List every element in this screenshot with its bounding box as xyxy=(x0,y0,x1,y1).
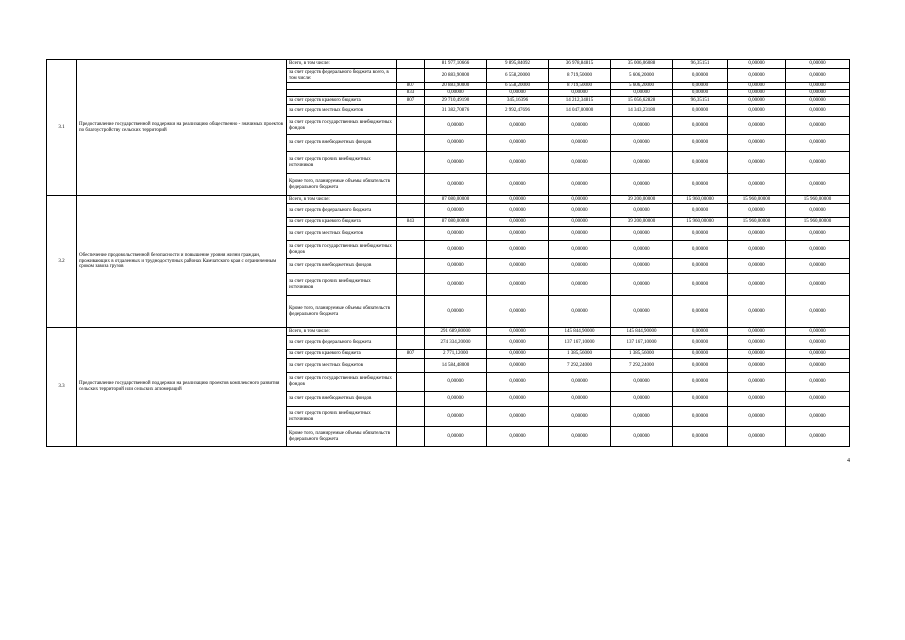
amount-cell: 0,00000 xyxy=(425,117,487,135)
amount-cell: 20 883,90000 xyxy=(425,83,487,90)
amount-cell: 0,00000 xyxy=(487,392,549,407)
amount-cell: 0,00000 xyxy=(673,152,728,174)
amount-cell: 0,00000 xyxy=(425,373,487,392)
amount-cell: 0,00000 xyxy=(786,227,850,241)
amount-cell: 87 080,00000 xyxy=(425,218,487,227)
amount-cell: 0,00000 xyxy=(786,259,850,274)
budget-code xyxy=(397,117,425,135)
amount-cell: 0,00000 xyxy=(425,259,487,274)
amount-cell: 0,00000 xyxy=(728,174,786,196)
amount-cell: 0,00000 xyxy=(549,274,611,296)
amount-cell: 7 292,24000 xyxy=(549,359,611,373)
amount-cell: 145 844,90000 xyxy=(549,328,611,336)
amount-cell: 96,35151 xyxy=(673,97,728,105)
amount-cell: 0,00000 xyxy=(549,196,611,204)
amount-cell: 0,00000 xyxy=(786,152,850,174)
amount-cell: 0,00000 xyxy=(786,373,850,392)
budget-code xyxy=(397,359,425,373)
budget-code xyxy=(397,105,425,117)
budget-code: 843 xyxy=(397,218,425,227)
section-title: Предоставление государственной поддержки на реализацию проектов комплексного развития сельских территорий или сельских агломераций xyxy=(77,328,287,447)
amount-cell: 0,00000 xyxy=(425,90,487,97)
amount-cell: 0,00000 xyxy=(549,392,611,407)
amount-cell: 0,00000 xyxy=(673,227,728,241)
amount-cell: 0,00000 xyxy=(549,427,611,447)
amount-cell: 0,00000 xyxy=(549,117,611,135)
budget-code xyxy=(397,135,425,152)
amount-cell: 0,00000 xyxy=(728,105,786,117)
amount-cell: 0,00000 xyxy=(673,296,728,328)
amount-cell: 0,00000 xyxy=(487,259,549,274)
page-number: 4 xyxy=(847,458,850,464)
section-title: Предоставление государственной поддержки на реализацию общественно - значимых проектов по благоустройству сельских территорий xyxy=(77,60,287,196)
amount-cell: 0,00000 xyxy=(728,90,786,97)
budget-code xyxy=(397,204,425,218)
amount-cell: 6 558,20000 xyxy=(487,69,549,83)
amount-cell: 0,00000 xyxy=(487,427,549,447)
budget-code xyxy=(397,259,425,274)
budget-table-body xyxy=(47,60,850,447)
amount-cell: 0,00000 xyxy=(673,259,728,274)
amount-cell: 0,00000 xyxy=(786,241,850,259)
funding-source: за счет средств краевого бюджета xyxy=(287,350,397,359)
funding-source: за счет средств государственных внебюджетных фондов xyxy=(287,373,397,392)
amount-cell: 2 771,12000 xyxy=(425,350,487,359)
amount-cell: 8 719,50000 xyxy=(549,83,611,90)
amount-cell: 0,00000 xyxy=(611,373,673,392)
amount-cell: 15 960,00000 xyxy=(786,196,850,204)
amount-cell: 39 200,00000 xyxy=(611,218,673,227)
amount-cell: 0,00000 xyxy=(611,90,673,97)
amount-cell: 0,00000 xyxy=(786,69,850,83)
amount-cell: 0,00000 xyxy=(728,336,786,350)
amount-cell: 0,00000 xyxy=(549,204,611,218)
amount-cell: 0,00000 xyxy=(786,83,850,90)
amount-cell: 0,00000 xyxy=(728,407,786,427)
amount-cell: 0,00000 xyxy=(487,296,549,328)
amount-cell: 0,00000 xyxy=(487,373,549,392)
funding-source: за счет средств прочих внебюджетных источников xyxy=(287,152,397,174)
table-row xyxy=(47,196,850,204)
amount-cell: 0,00000 xyxy=(728,117,786,135)
amount-cell: 14 343,23180 xyxy=(611,105,673,117)
amount-cell: 0,00000 xyxy=(673,117,728,135)
amount-cell: 0,00000 xyxy=(728,97,786,105)
funding-source: за счет средств федерального бюджета xyxy=(287,336,397,350)
amount-cell: 0,00000 xyxy=(549,227,611,241)
amount-cell: 0,00000 xyxy=(425,296,487,328)
amount-cell: 0,00000 xyxy=(786,296,850,328)
amount-cell: 15 056,62828 xyxy=(611,97,673,105)
amount-cell: 14 047,00000 xyxy=(549,105,611,117)
budget-code: 807 xyxy=(397,350,425,359)
amount-cell: 0,00000 xyxy=(549,218,611,227)
budget-code: 807 xyxy=(397,97,425,105)
budget-code: 807 xyxy=(397,83,425,90)
amount-cell: 0,00000 xyxy=(549,152,611,174)
amount-cell: 15 960,00000 xyxy=(728,196,786,204)
amount-cell: 274 334,20000 xyxy=(425,336,487,350)
funding-source: за счет средств государственных внебюджетных фондов xyxy=(287,241,397,259)
amount-cell: 0,00000 xyxy=(487,117,549,135)
budget-code xyxy=(397,274,425,296)
section-title: Обеспечение продовольственной безопасности и повышение уровня жизни граждан, проживающих в отдаленных и труднодоступных районах Камчатского края с ограниченным сроком завоза грузов xyxy=(77,196,287,328)
amount-cell: 0,00000 xyxy=(425,274,487,296)
amount-cell: 0,00000 xyxy=(728,227,786,241)
amount-cell: 0,00000 xyxy=(786,274,850,296)
amount-cell: 0,00000 xyxy=(786,135,850,152)
amount-cell: 0,00000 xyxy=(425,241,487,259)
amount-cell: 0,00000 xyxy=(549,241,611,259)
funding-source: за счет средств внебюджетных фондов xyxy=(287,392,397,407)
amount-cell: 0,00000 xyxy=(611,427,673,447)
amount-cell: 0,00000 xyxy=(487,328,549,336)
budget-code xyxy=(397,427,425,447)
funding-source: Кроме того, планируемые объемы обязательств федерального бюджета xyxy=(287,427,397,447)
amount-cell: 5 606,20000 xyxy=(611,83,673,90)
amount-cell: 0,00000 xyxy=(673,174,728,196)
amount-cell: 0,00000 xyxy=(425,152,487,174)
budget-code xyxy=(397,407,425,427)
amount-cell: 0,00000 xyxy=(728,296,786,328)
amount-cell: 39 200,00000 xyxy=(611,196,673,204)
amount-cell: 0,00000 xyxy=(728,274,786,296)
funding-source: за счет средств местных бюджетов xyxy=(287,105,397,117)
amount-cell: 14 584,48000 xyxy=(425,359,487,373)
amount-cell: 15 960,00000 xyxy=(673,196,728,204)
amount-cell: 0,00000 xyxy=(549,174,611,196)
amount-cell: 0,00000 xyxy=(487,227,549,241)
funding-source: за счет средств краевого бюджета xyxy=(287,218,397,227)
funding-source: Всего, в том числе: xyxy=(287,328,397,336)
funding-source: Кроме того, планируемые объемы обязательств федерального бюджета xyxy=(287,296,397,328)
amount-cell: 0,00000 xyxy=(611,117,673,135)
amount-cell: 0,00000 xyxy=(611,296,673,328)
amount-cell: 0,00000 xyxy=(611,259,673,274)
amount-cell: 0,00000 xyxy=(786,336,850,350)
funding-source: за счет средств местных бюджетов xyxy=(287,359,397,373)
table-row xyxy=(47,328,850,336)
amount-cell: 345,16396 xyxy=(487,97,549,105)
funding-source: за счет средств местных бюджетов xyxy=(287,227,397,241)
amount-cell: 0,00000 xyxy=(786,105,850,117)
amount-cell: 0,00000 xyxy=(786,407,850,427)
amount-cell: 0,00000 xyxy=(611,174,673,196)
amount-cell: 0,00000 xyxy=(611,407,673,427)
budget-code: 833 xyxy=(397,90,425,97)
amount-cell: 0,00000 xyxy=(549,90,611,97)
amount-cell: 0,00000 xyxy=(611,227,673,241)
amount-cell: 0,00000 xyxy=(728,392,786,407)
amount-cell: 0,00000 xyxy=(487,196,549,204)
funding-source xyxy=(287,83,397,90)
amount-cell: 0,00000 xyxy=(673,105,728,117)
amount-cell: 0,00000 xyxy=(611,135,673,152)
amount-cell: 0,00000 xyxy=(673,407,728,427)
amount-cell: 0,00000 xyxy=(673,69,728,83)
amount-cell: 0,00000 xyxy=(673,392,728,407)
amount-cell: 0,00000 xyxy=(487,241,549,259)
amount-cell: 0,00000 xyxy=(728,69,786,83)
amount-cell: 0,00000 xyxy=(425,407,487,427)
section-number: 3.1 xyxy=(47,60,77,196)
amount-cell: 0,00000 xyxy=(611,204,673,218)
amount-cell: 2 992,47696 xyxy=(487,105,549,117)
section-number: 3.3 xyxy=(47,328,77,447)
amount-cell: 0,00000 xyxy=(673,204,728,218)
amount-cell: 8 719,50000 xyxy=(549,69,611,83)
amount-cell: 15 960,00000 xyxy=(786,218,850,227)
funding-source: за счет средств государственных внебюджетных фондов xyxy=(287,117,397,135)
amount-cell: 0,00000 xyxy=(549,296,611,328)
amount-cell: 0,00000 xyxy=(728,83,786,90)
budget-code xyxy=(397,69,425,83)
amount-cell: 0,00000 xyxy=(673,359,728,373)
amount-cell: 0,00000 xyxy=(549,135,611,152)
amount-cell: 0,00000 xyxy=(487,135,549,152)
amount-cell: 0,00000 xyxy=(786,204,850,218)
amount-cell: 0,00000 xyxy=(673,373,728,392)
funding-source: за счет средств внебюджетных фондов xyxy=(287,259,397,274)
funding-source: Всего, в том числе: xyxy=(287,60,397,69)
amount-cell: 0,00000 xyxy=(487,204,549,218)
amount-cell: 36 978,84815 xyxy=(549,60,611,69)
amount-cell: 0,00000 xyxy=(673,427,728,447)
amount-cell: 0,00000 xyxy=(728,60,786,69)
amount-cell: 0,00000 xyxy=(425,135,487,152)
amount-cell: 0,00000 xyxy=(425,392,487,407)
funding-source: за счет средств краевого бюджета xyxy=(287,97,397,105)
table-row xyxy=(47,60,850,69)
amount-cell: 0,00000 xyxy=(673,90,728,97)
budget-code xyxy=(397,296,425,328)
amount-cell: 7 292,24000 xyxy=(611,359,673,373)
amount-cell: 15 960,00000 xyxy=(728,218,786,227)
amount-cell: 0,00000 xyxy=(673,328,728,336)
budget-code xyxy=(397,174,425,196)
amount-cell: 0,00000 xyxy=(786,359,850,373)
amount-cell: 96,35151 xyxy=(673,60,728,69)
amount-cell: 0,00000 xyxy=(728,427,786,447)
amount-cell: 0,00000 xyxy=(549,373,611,392)
amount-cell: 0,00000 xyxy=(728,152,786,174)
amount-cell: 14 212,34815 xyxy=(549,97,611,105)
amount-cell: 0,00000 xyxy=(487,359,549,373)
budget-code xyxy=(397,392,425,407)
funding-source xyxy=(287,90,397,97)
amount-cell: 0,00000 xyxy=(728,204,786,218)
amount-cell: 0,00000 xyxy=(728,135,786,152)
amount-cell: 0,00000 xyxy=(786,328,850,336)
amount-cell: 0,00000 xyxy=(487,407,549,427)
amount-cell: 87 080,00000 xyxy=(425,196,487,204)
amount-cell: 0,00000 xyxy=(549,407,611,427)
section-number: 3.2 xyxy=(47,196,77,328)
amount-cell: 0,00000 xyxy=(673,274,728,296)
amount-cell: 137 167,10000 xyxy=(611,336,673,350)
amount-cell: 81 977,10666 xyxy=(425,60,487,69)
amount-cell: 0,00000 xyxy=(487,336,549,350)
amount-cell: 6 558,20000 xyxy=(487,83,549,90)
funding-source: Всего, в том числе: xyxy=(287,196,397,204)
amount-cell: 0,00000 xyxy=(487,90,549,97)
amount-cell: 15 960,00000 xyxy=(673,218,728,227)
amount-cell: 0,00000 xyxy=(728,359,786,373)
amount-cell: 0,00000 xyxy=(673,135,728,152)
amount-cell: 0,00000 xyxy=(786,60,850,69)
budget-code xyxy=(397,241,425,259)
funding-source: Кроме того, планируемые объемы обязательств федерального бюджета xyxy=(287,174,397,196)
amount-cell: 0,00000 xyxy=(611,152,673,174)
amount-cell: 0,00000 xyxy=(728,350,786,359)
amount-cell: 9 895,84092 xyxy=(487,60,549,69)
funding-source: за счет средств прочих внебюджетных источников xyxy=(287,407,397,427)
amount-cell: 31 382,70876 xyxy=(425,105,487,117)
amount-cell: 1 385,56000 xyxy=(611,350,673,359)
amount-cell: 0,00000 xyxy=(487,350,549,359)
amount-cell: 0,00000 xyxy=(673,83,728,90)
amount-cell: 0,00000 xyxy=(786,117,850,135)
budget-code xyxy=(397,152,425,174)
amount-cell: 0,00000 xyxy=(425,427,487,447)
amount-cell: 5 606,20000 xyxy=(611,69,673,83)
amount-cell: 291 689,80000 xyxy=(425,328,487,336)
budget-code xyxy=(397,328,425,336)
amount-cell: 0,00000 xyxy=(425,204,487,218)
amount-cell: 20 883,90000 xyxy=(425,69,487,83)
amount-cell: 145 844,90000 xyxy=(611,328,673,336)
budget-code xyxy=(397,60,425,69)
amount-cell: 0,00000 xyxy=(611,241,673,259)
amount-cell: 0,00000 xyxy=(487,274,549,296)
funding-source: за счет средств прочих внебюджетных источников xyxy=(287,274,397,296)
amount-cell: 0,00000 xyxy=(786,350,850,359)
budget-code xyxy=(397,227,425,241)
amount-cell: 0,00000 xyxy=(786,427,850,447)
amount-cell: 0,00000 xyxy=(487,174,549,196)
amount-cell: 0,00000 xyxy=(487,218,549,227)
funding-source: за счет средств федерального бюджета всего, в том числе: xyxy=(287,69,397,83)
budget-table xyxy=(46,59,850,447)
amount-cell: 0,00000 xyxy=(786,392,850,407)
amount-cell: 0,00000 xyxy=(728,259,786,274)
amount-cell: 0,00000 xyxy=(786,174,850,196)
funding-source: за счет средств федерального бюджета xyxy=(287,204,397,218)
amount-cell: 137 167,10000 xyxy=(549,336,611,350)
amount-cell: 0,00000 xyxy=(425,174,487,196)
budget-code xyxy=(397,373,425,392)
amount-cell: 1 385,56000 xyxy=(549,350,611,359)
amount-cell: 0,00000 xyxy=(673,336,728,350)
budget-code xyxy=(397,196,425,204)
amount-cell: 0,00000 xyxy=(487,152,549,174)
amount-cell: 0,00000 xyxy=(425,227,487,241)
amount-cell: 0,00000 xyxy=(549,259,611,274)
amount-cell: 0,00000 xyxy=(673,241,728,259)
amount-cell: 0,00000 xyxy=(611,274,673,296)
budget-code xyxy=(397,336,425,350)
amount-cell: 0,00000 xyxy=(728,328,786,336)
amount-cell: 0,00000 xyxy=(728,241,786,259)
amount-cell: 0,00000 xyxy=(786,97,850,105)
amount-cell: 0,00000 xyxy=(786,90,850,97)
amount-cell: 0,00000 xyxy=(611,392,673,407)
amount-cell: 35 006,06088 xyxy=(611,60,673,69)
amount-cell: 0,00000 xyxy=(728,373,786,392)
funding-source: за счет средств внебюджетных фондов xyxy=(287,135,397,152)
amount-cell: 29 710,49190 xyxy=(425,97,487,105)
amount-cell: 0,00000 xyxy=(673,350,728,359)
